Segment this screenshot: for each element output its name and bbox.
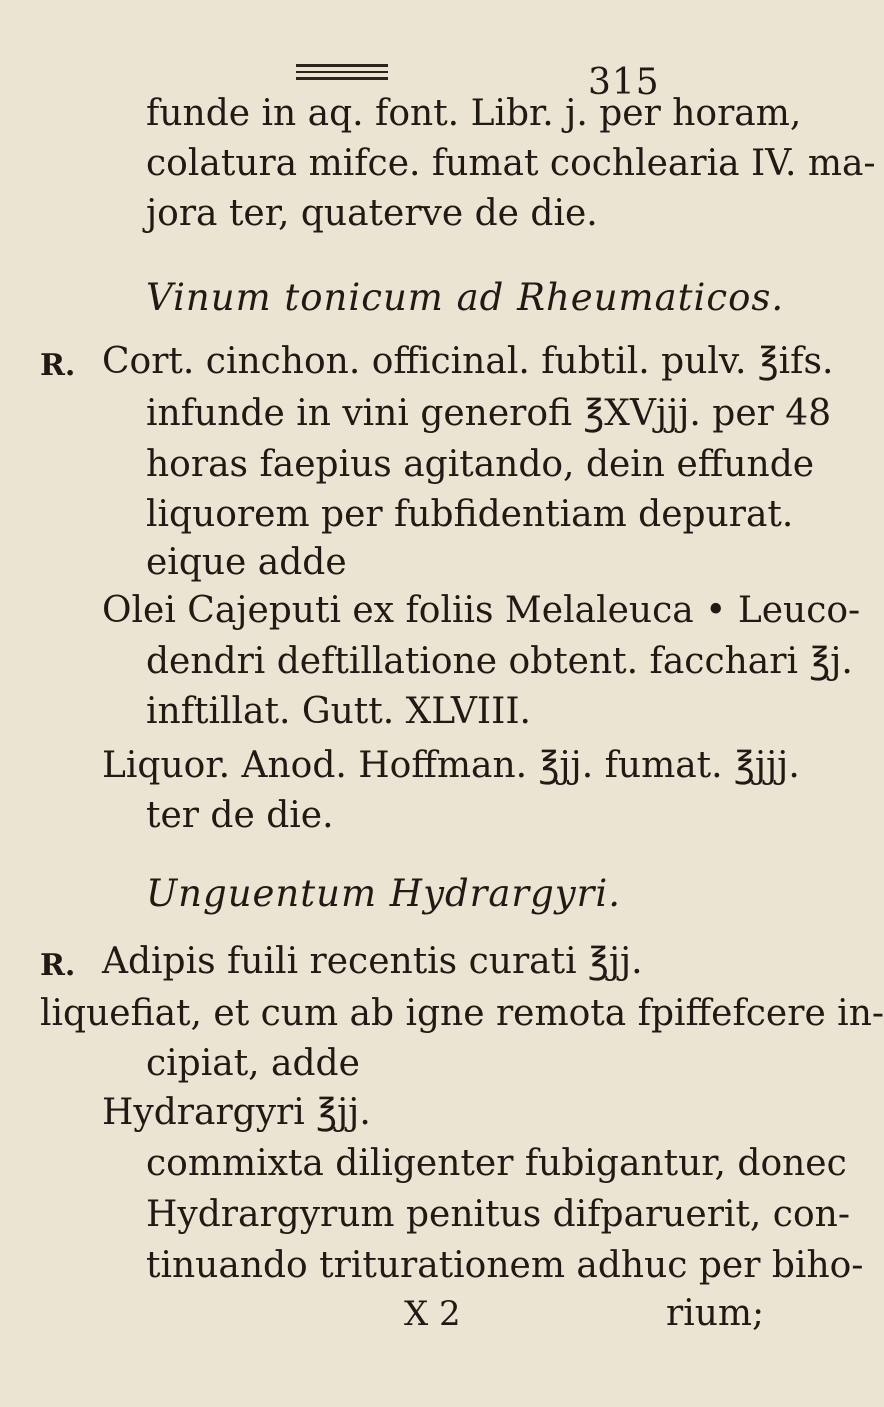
text-line: Cort. cinchon. officinal. fubtil. pulv. ℥ifs. (102, 341, 834, 382)
text-line: ter de die. (146, 795, 334, 836)
text-line: liquorem per fubfidentiam depurat. (146, 494, 794, 535)
text-line: commixta diligenter fubigantur, donec (146, 1143, 847, 1184)
recipe-symbol: R. (40, 348, 76, 383)
text-line: infunde in vini generofi ℥XVjjj. per 48 (146, 393, 832, 434)
text-line: eique adde (146, 542, 347, 583)
page-number: 315 (588, 62, 660, 103)
header-ornament (296, 62, 388, 82)
text-line: jora ter, quaterve de die. (146, 193, 598, 234)
text-line: liquefiat, et cum ab igne remota fpiffefcere in- (40, 993, 884, 1034)
text-line: Liquor. Anod. Hoffman. ℥jj. fumat. ℥jjj. (102, 745, 800, 786)
text-line: Adipis fuili recentis curati ℥jj. (102, 941, 643, 982)
signature-mark: X 2 (404, 1294, 461, 1334)
text-line: colatura mifce. fumat cochlearia IV. ma- (146, 143, 876, 184)
text-line: cipiat, adde (146, 1043, 360, 1084)
recipe-symbol: R. (40, 948, 76, 983)
text-line: funde in aq. font. Libr. j. per horam, (146, 93, 802, 134)
section-heading-vinum: Vinum tonicum ad Rheumaticos. (146, 276, 785, 319)
section-heading-unguentum: Unguentum Hydrargyri. (146, 872, 621, 915)
text-line: dendri deftillatione obtent. facchari ℥j. (146, 641, 853, 682)
text-line: horas faepius agitando, dein effunde (146, 444, 815, 485)
text-line: inftillat. Gutt. XLVIII. (146, 691, 531, 732)
text-line: tinuando triturationem adhuc per biho- (146, 1245, 864, 1286)
text-line: Olei Cajeputi ex foliis Melaleuca • Leuco- (102, 590, 861, 631)
text-line: Hydrargyrum penitus difparuerit, con- (146, 1194, 850, 1235)
text-line: Hydrargyri ℥jj. (102, 1092, 371, 1133)
catchword: rium; (666, 1293, 765, 1334)
